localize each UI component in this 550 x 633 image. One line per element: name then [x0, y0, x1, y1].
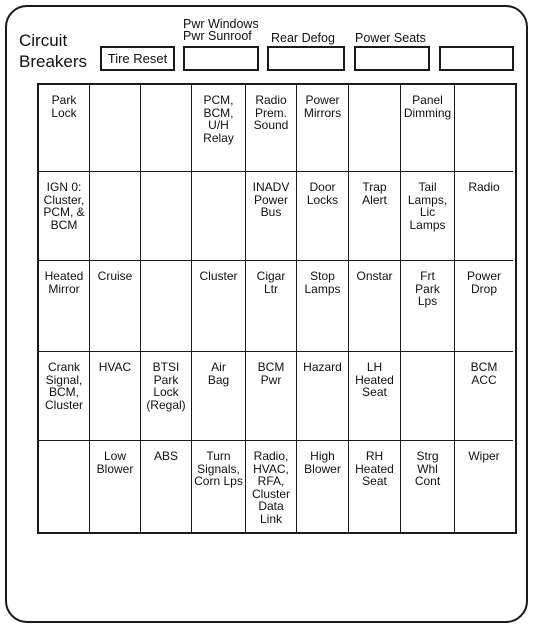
fuse-cell	[39, 441, 90, 532]
tire-reset-box	[100, 46, 175, 71]
fuse-cell	[455, 85, 513, 172]
fuse-cell	[401, 352, 455, 441]
fuse-cell: Wiper	[468, 449, 500, 463]
fuse-cell: Hazard	[297, 352, 349, 441]
panel-title: Circuit Breakers	[19, 31, 88, 71]
fuse-cell: Air Bag	[192, 352, 246, 441]
fuse-grid	[37, 83, 517, 534]
fuse-cell	[141, 261, 192, 352]
fuse-cell: Panel Dimming	[401, 85, 455, 172]
fuse-cell: Radio, HVAC, RFA, Cluster Data Link	[246, 441, 297, 532]
fuse-cell	[349, 85, 401, 172]
fuse-cell: HVAC	[90, 352, 141, 441]
fuse-cell: Cluster	[192, 261, 246, 352]
pwr-windows-box	[183, 46, 259, 71]
fuse-cell: PCM, BCM, U/H Relay	[192, 85, 246, 172]
fuse-cell: Strg Whl Cont	[401, 441, 455, 532]
fuse-cell	[141, 85, 192, 172]
fuse-cell: BTSI Park Lock (Regal)	[141, 352, 192, 441]
fuse-cell	[192, 172, 246, 261]
fuse-cell: Trap Alert	[349, 172, 401, 261]
fuse-cell: BCM Pwr	[246, 352, 297, 441]
fuse-cell: Onstar	[349, 261, 401, 352]
fuse-cell: Power Drop	[455, 261, 513, 352]
fuse-cell: Tail Lamps, Lic Lamps	[401, 172, 455, 261]
fuse-cell: Heated Mirror	[39, 261, 90, 352]
fuse-cell: Low Blower	[90, 441, 141, 532]
rear-defog-label: Rear Defog	[271, 31, 335, 45]
power-seats-label: Power Seats	[355, 31, 426, 45]
fuse-cell	[90, 85, 141, 172]
pwr-windows-label: Pwr Windows Pwr Sunroof	[183, 17, 259, 43]
fuse-cell: BCM ACC	[455, 352, 513, 441]
fuse-cell: IGN 0: Cluster, PCM, & BCM	[39, 172, 90, 261]
fuse-cell: RH Heated Seat	[349, 441, 401, 532]
rear-defog-box	[267, 46, 345, 71]
fuse-cell: INADV Power Bus	[246, 172, 297, 261]
fuse-cell: Radio	[455, 172, 513, 261]
spare-breaker-box	[439, 46, 514, 71]
fuse-cell: LH Heated Seat	[349, 352, 401, 441]
fuse-cell: ABS	[141, 441, 192, 532]
fuse-cell: Turn Signals, Corn Lps	[192, 441, 246, 532]
fuse-cell: Radio Prem. Sound	[246, 85, 297, 172]
fuse-cell	[141, 172, 192, 261]
fuse-cell: Park Lock	[39, 85, 90, 172]
fuse-cell: Door Locks	[297, 172, 349, 261]
fuse-cell: Stop Lamps	[297, 261, 349, 352]
power-seats-box	[354, 46, 430, 71]
fuse-cell: Cruise	[90, 261, 141, 352]
tire-reset-label: Tire Reset	[107, 51, 168, 66]
fuse-cell: Crank Signal, BCM, Cluster	[39, 352, 90, 441]
fuse-cell: High Blower	[297, 441, 349, 532]
fuse-cell: Power Mirrors	[297, 85, 349, 172]
fuse-cell: Frt Park Lps	[401, 261, 455, 352]
fuse-cell	[90, 172, 141, 261]
fuse-cell: Cigar Ltr	[246, 261, 297, 352]
